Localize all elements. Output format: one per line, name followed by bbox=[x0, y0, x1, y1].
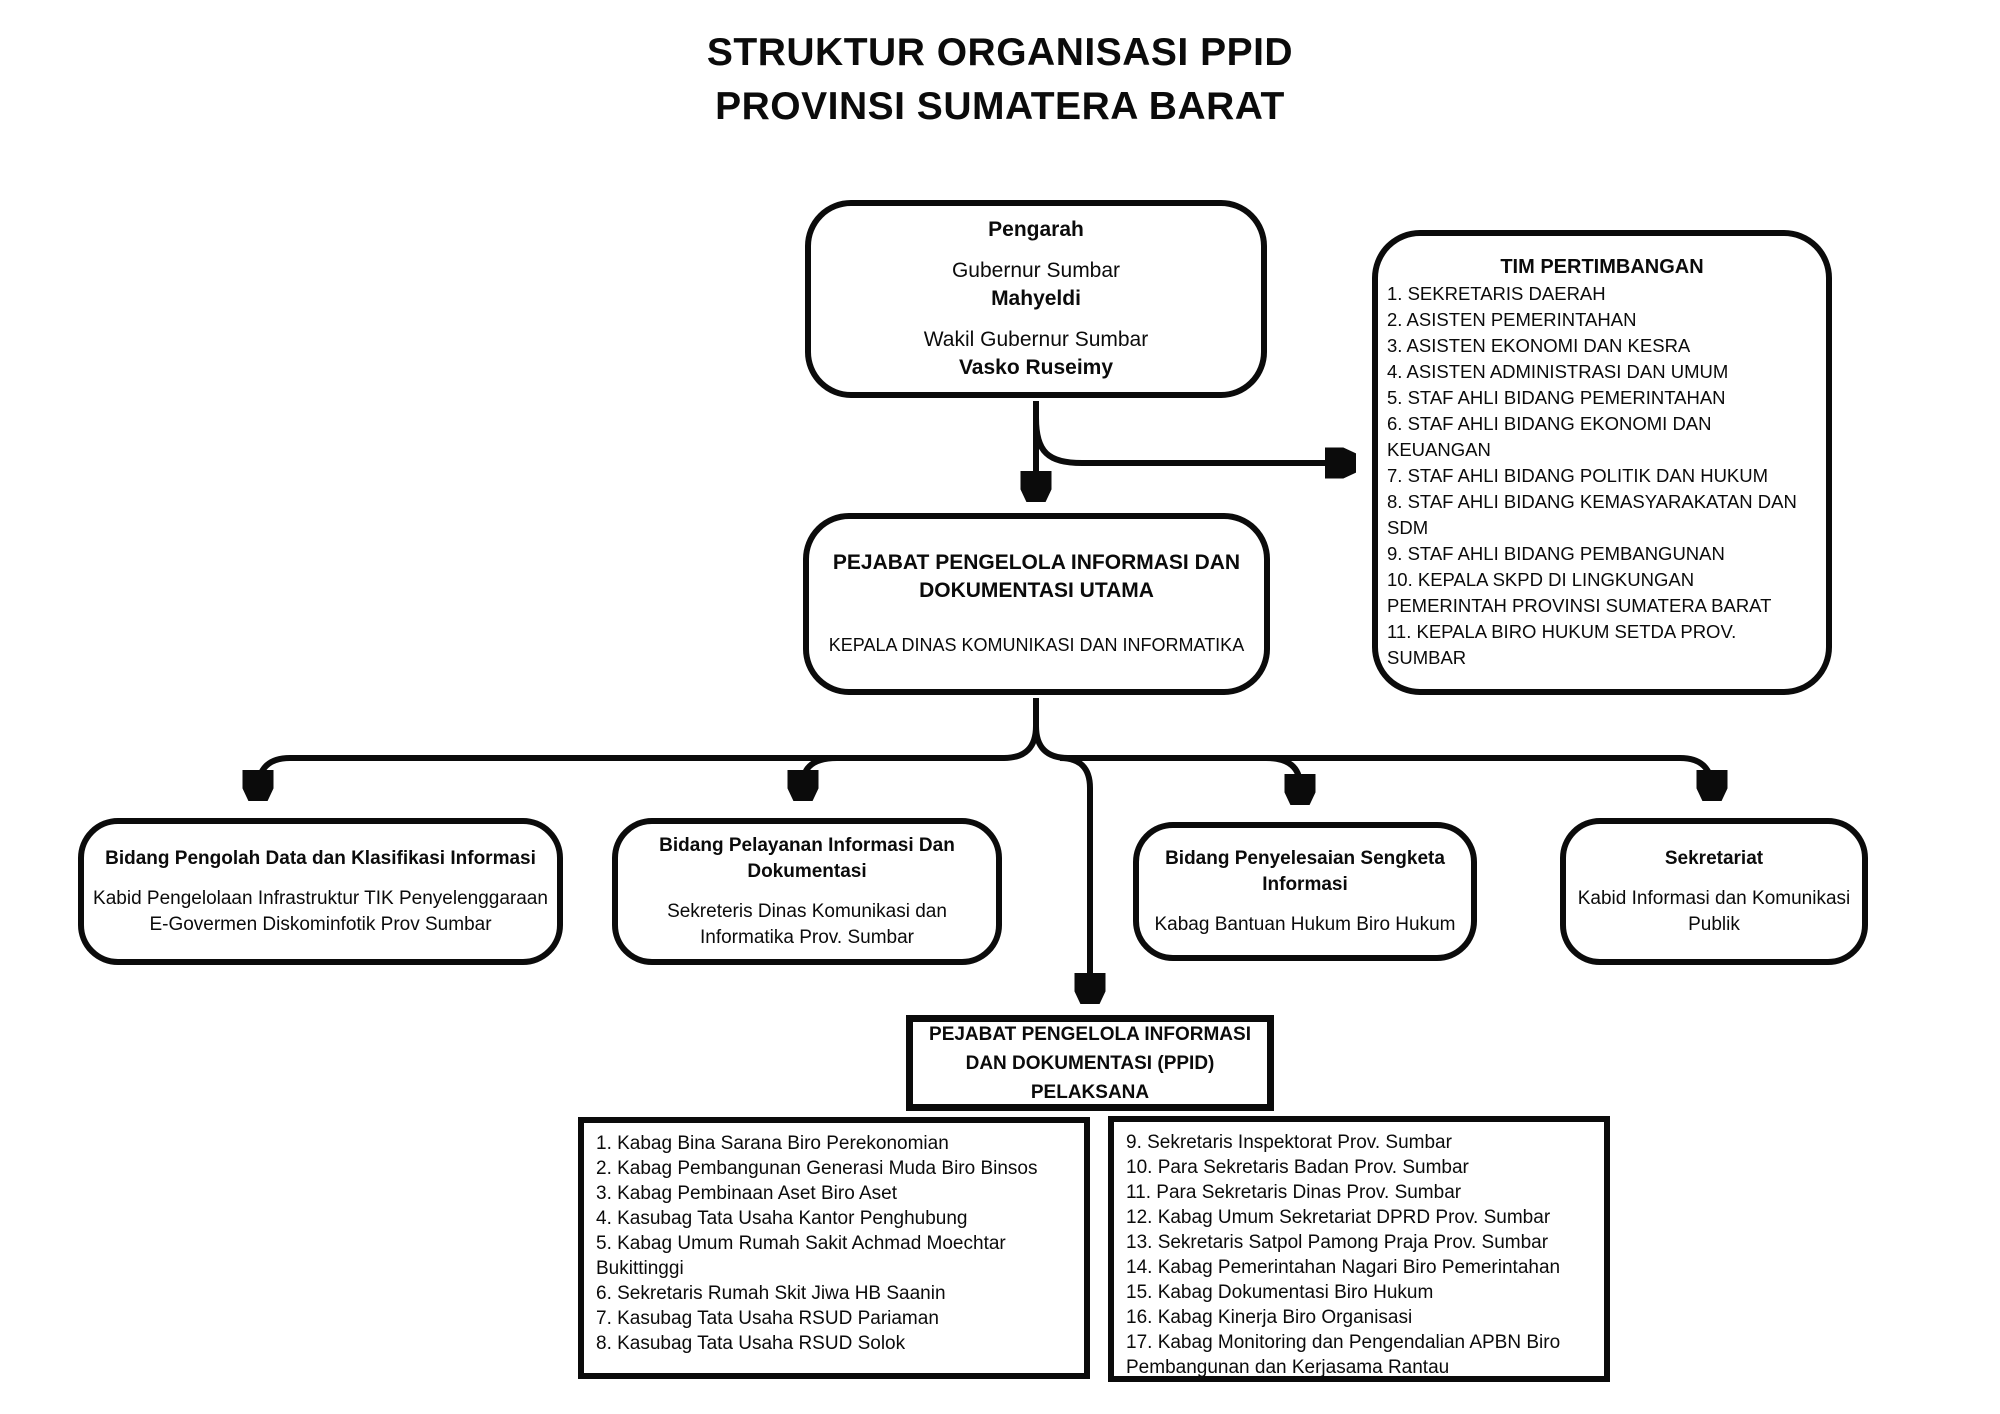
bidang-pengolah-data-box bbox=[78, 818, 563, 965]
pengarah-name: Vasko Ruseimy bbox=[958, 356, 1114, 379]
list-item: 10. Para Sekretaris Badan Prov. Sumbar bbox=[1126, 1157, 1469, 1178]
connector-pengarah-to-tim bbox=[1036, 418, 1350, 463]
list-item: 8. STAF AHLI BIDANG KEMASYARAKATAN DAN SDM bbox=[1387, 491, 1797, 538]
list-item: 3. ASISTEN EKONOMI DAN KESRA bbox=[1387, 335, 1691, 356]
list-item: 16. Kabag Kinerja Biro Organisasi bbox=[1126, 1307, 1413, 1328]
tim-heading: TIM PERTIMBANGAN bbox=[1500, 256, 1704, 278]
ppid-pelaksana-heading-line2: DAN DOKUMENTASI (PPID) bbox=[965, 1052, 1215, 1074]
list-item: 4. ASISTEN ADMINISTRASI DAN UMUM bbox=[1387, 361, 1729, 382]
pengarah-role: Wakil Gubernur Sumbar bbox=[923, 328, 1149, 351]
connector-bus-right-to-sekretariat bbox=[1036, 726, 1712, 795]
list-item: 5. STAF AHLI BIDANG PEMERINTAHAN bbox=[1387, 387, 1726, 408]
tim-pertimbangan-box bbox=[1372, 230, 1832, 695]
sekretariat-box bbox=[1560, 818, 1868, 965]
bidang-sengketa-officer: Kabag Bantuan Hukum Biro Hukum bbox=[1154, 913, 1456, 935]
list-item: 7. Kasubag Tata Usaha RSUD Pariaman bbox=[596, 1308, 939, 1329]
pengarah-name: Mahyeldi bbox=[991, 287, 1081, 310]
bidang-pengolah-data-officer: Kabid Pengelolaan Infrastruktur TIK Penyelenggaraan E-Govermen Diskominfotik Prov Sumbar bbox=[93, 887, 548, 935]
connector-drop-pelaksana bbox=[1060, 758, 1090, 998]
bidang-pelayanan-heading: Bidang Pelayanan Informasi Dan Dokumentasi bbox=[659, 834, 955, 882]
list-item: 4. Kasubag Tata Usaha Kantor Penghubung bbox=[596, 1208, 968, 1229]
bidang-sengketa-box bbox=[1133, 822, 1477, 961]
pengarah-heading: Pengarah bbox=[988, 218, 1084, 241]
list-item: 7. STAF AHLI BIDANG POLITIK DAN HUKUM bbox=[1387, 465, 1769, 486]
pengarah-role: Gubernur Sumbar bbox=[951, 259, 1121, 282]
page-title bbox=[0, 26, 2000, 134]
bidang-pelayanan-officer: Sekreteris Dinas Komunikasi dan Informatika Prov. Sumbar bbox=[667, 900, 947, 948]
connector-drop-bidang2 bbox=[803, 758, 837, 795]
tim-member-list bbox=[1387, 281, 1817, 671]
list-item: 6. STAF AHLI BIDANG EKONOMI DAN KEUANGAN bbox=[1387, 413, 1712, 460]
ppid-utama-officer: KEPALA DINAS KOMUNIKASI DAN INFORMATIKA bbox=[828, 635, 1245, 655]
list-item: 2. ASISTEN PEMERINTAHAN bbox=[1387, 309, 1637, 330]
list-item: 8. Kasubag Tata Usaha RSUD Solok bbox=[596, 1333, 906, 1354]
list-item: 9. STAF AHLI BIDANG PEMBANGUNAN bbox=[1387, 543, 1725, 564]
list-item: 6. Sekretaris Rumah Skit Jiwa HB Saanin bbox=[596, 1283, 946, 1304]
pengarah-box bbox=[805, 200, 1267, 398]
connector-drop-bidang3 bbox=[1266, 758, 1300, 799]
pelaksana-list-right bbox=[1108, 1116, 1610, 1382]
sekretariat-officer: Kabid Informasi dan Komunikasi Publik bbox=[1577, 887, 1851, 935]
ppid-pelaksana-heading-line1: PEJABAT PENGELOLA INFORMASI bbox=[929, 1023, 1251, 1045]
ppid-utama-heading-line2: DOKUMENTASI UTAMA bbox=[919, 579, 1154, 602]
page-title-line1: STRUKTUR ORGANISASI PPID bbox=[706, 31, 1294, 74]
bidang-sengketa-heading: Bidang Penyelesaian Sengketa Informasi bbox=[1165, 847, 1445, 895]
list-item: 15. Kabag Dokumentasi Biro Hukum bbox=[1126, 1282, 1434, 1303]
list-item: 14. Kabag Pemerintahan Nagari Biro Pemerintahan bbox=[1126, 1257, 1561, 1278]
bidang-pelayanan-box bbox=[612, 818, 1002, 965]
sekretariat-heading: Sekretariat bbox=[1664, 847, 1764, 869]
ppid-pelaksana-heading-line3: PELAKSANA bbox=[1030, 1081, 1150, 1103]
pengarah-vice-governor-group bbox=[924, 326, 1148, 382]
list-item: 1. Kabag Bina Sarana Biro Perekonomian bbox=[596, 1133, 949, 1154]
ppid-pelaksana-box bbox=[906, 1015, 1274, 1111]
ppid-utama-heading-line1: PEJABAT PENGELOLA INFORMASI DAN bbox=[832, 551, 1241, 574]
list-item: 12. Kabag Umum Sekretariat DPRD Prov. Sumbar bbox=[1126, 1207, 1551, 1228]
ppid-utama-box bbox=[803, 513, 1270, 695]
connector-bus-left-to-bidang1 bbox=[258, 726, 1036, 795]
bidang-pengolah-data-heading: Bidang Pengolah Data dan Klasifikasi Informasi bbox=[105, 847, 536, 869]
list-item: 5. Kabag Umum Rumah Sakit Achmad Moechtar Bukittinggi bbox=[596, 1233, 1006, 1279]
pelaksana-list-left bbox=[578, 1117, 1090, 1379]
list-item: 10. KEPALA SKPD DI LINGKUNGAN PEMERINTAH PROVINSI SUMATERA BARAT bbox=[1387, 569, 1772, 616]
page-title-line2: PROVINSI SUMATERA BARAT bbox=[715, 85, 1285, 128]
list-item: 17. Kabag Monitoring dan Pengendalian APBN Biro Pembangunan dan Kerjasama Rantau bbox=[1126, 1332, 1561, 1378]
list-item: 13. Sekretaris Satpol Pamong Praja Prov. Sumbar bbox=[1126, 1232, 1549, 1253]
list-item: 11. Para Sekretaris Dinas Prov. Sumbar bbox=[1126, 1182, 1462, 1203]
ppid-utama-heading bbox=[833, 549, 1240, 605]
list-item: 3. Kabag Pembinaan Aset Biro Aset bbox=[596, 1183, 898, 1204]
list-item: 1. SEKRETARIS DAERAH bbox=[1387, 283, 1606, 304]
pengarah-governor-group bbox=[952, 257, 1120, 313]
list-item: 11. KEPALA BIRO HUKUM SETDA PROV. SUMBAR bbox=[1387, 621, 1737, 668]
list-item: 9. Sekretaris Inspektorat Prov. Sumbar bbox=[1126, 1132, 1452, 1153]
list-item: 2. Kabag Pembangunan Generasi Muda Biro Binsos bbox=[596, 1158, 1038, 1179]
